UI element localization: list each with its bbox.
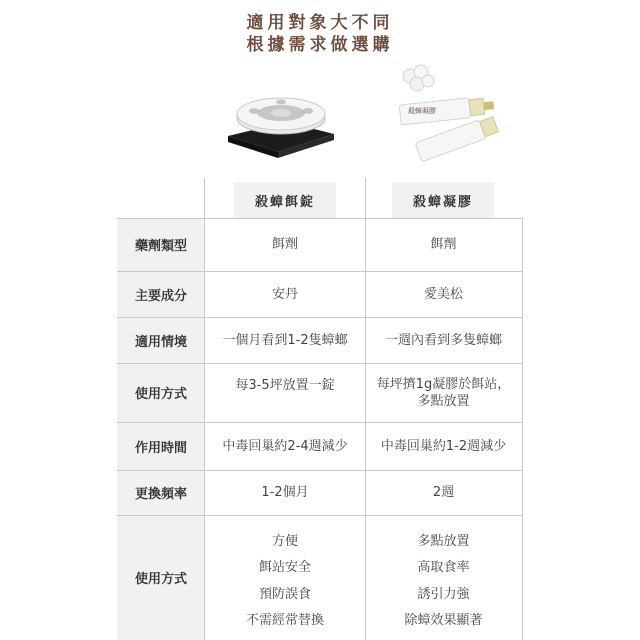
row-label-ingredient: 主要成分 xyxy=(134,288,187,304)
cell-bait-usage: 每3-5坪放置一錠 xyxy=(235,377,335,393)
cell-bait-replace-frequency: 1-2個月 xyxy=(261,485,309,500)
page-title-line-2: 根據需求做選購 xyxy=(246,35,394,55)
cell-gel-ingredient: 愛美松 xyxy=(423,286,463,302)
cell-bait-ingredient: 安丹 xyxy=(271,286,298,302)
row-label-usage: 使用方式 xyxy=(134,387,187,402)
list-item: 預防誤食 xyxy=(258,587,311,602)
list-item: 不需經常替換 xyxy=(245,613,324,628)
row-label-advantages: 使用方式 xyxy=(134,572,187,587)
list-item: 除蟑效果顯著 xyxy=(404,613,483,628)
page-title-line-1: 適用對象大不同 xyxy=(246,13,394,33)
cell-bait-scenario: 一個月看到1-2隻蟑螂 xyxy=(222,332,348,348)
bait-station-image xyxy=(226,84,336,174)
gel-tubes-image xyxy=(388,64,513,164)
column-header-bait: 殺蟑餌錠 xyxy=(234,182,336,218)
row-label-scenario: 適用情境 xyxy=(134,334,187,350)
row-label-replace-frequency: 更換頻率 xyxy=(134,487,187,502)
cell-bait-drug-type: 餌劑 xyxy=(271,237,298,252)
cell-gel-replace-frequency: 2週 xyxy=(432,485,455,500)
list-item: 多點放置 xyxy=(417,534,470,549)
row-label-action-time: 作用時間 xyxy=(134,440,187,456)
cell-gel-drug-type: 餌劑 xyxy=(430,237,457,252)
cell-gel-usage: 每坪擠1g凝膠於餌站， 多點放置 xyxy=(376,376,511,409)
list-item: 餌站安全 xyxy=(258,560,311,575)
cell-gel-action-time: 中毒回巢約1-2週減少 xyxy=(380,438,507,454)
list-item: 誘引力強 xyxy=(417,587,470,602)
cell-bait-action-time: 中毒回巢約2-4週減少 xyxy=(222,438,348,454)
row-label-drug-type: 藥劑類型 xyxy=(134,239,187,254)
table-column-divider xyxy=(522,218,523,640)
cell-gel-scenario: 一週內看到多隻蟑螂 xyxy=(384,332,502,348)
gel-tube-label: 殺蟑凝膠 xyxy=(408,107,436,115)
list-item: 高取食率 xyxy=(417,560,470,575)
column-header-gel: 殺蟑凝膠 xyxy=(392,182,494,218)
list-item: 方便 xyxy=(271,534,298,549)
